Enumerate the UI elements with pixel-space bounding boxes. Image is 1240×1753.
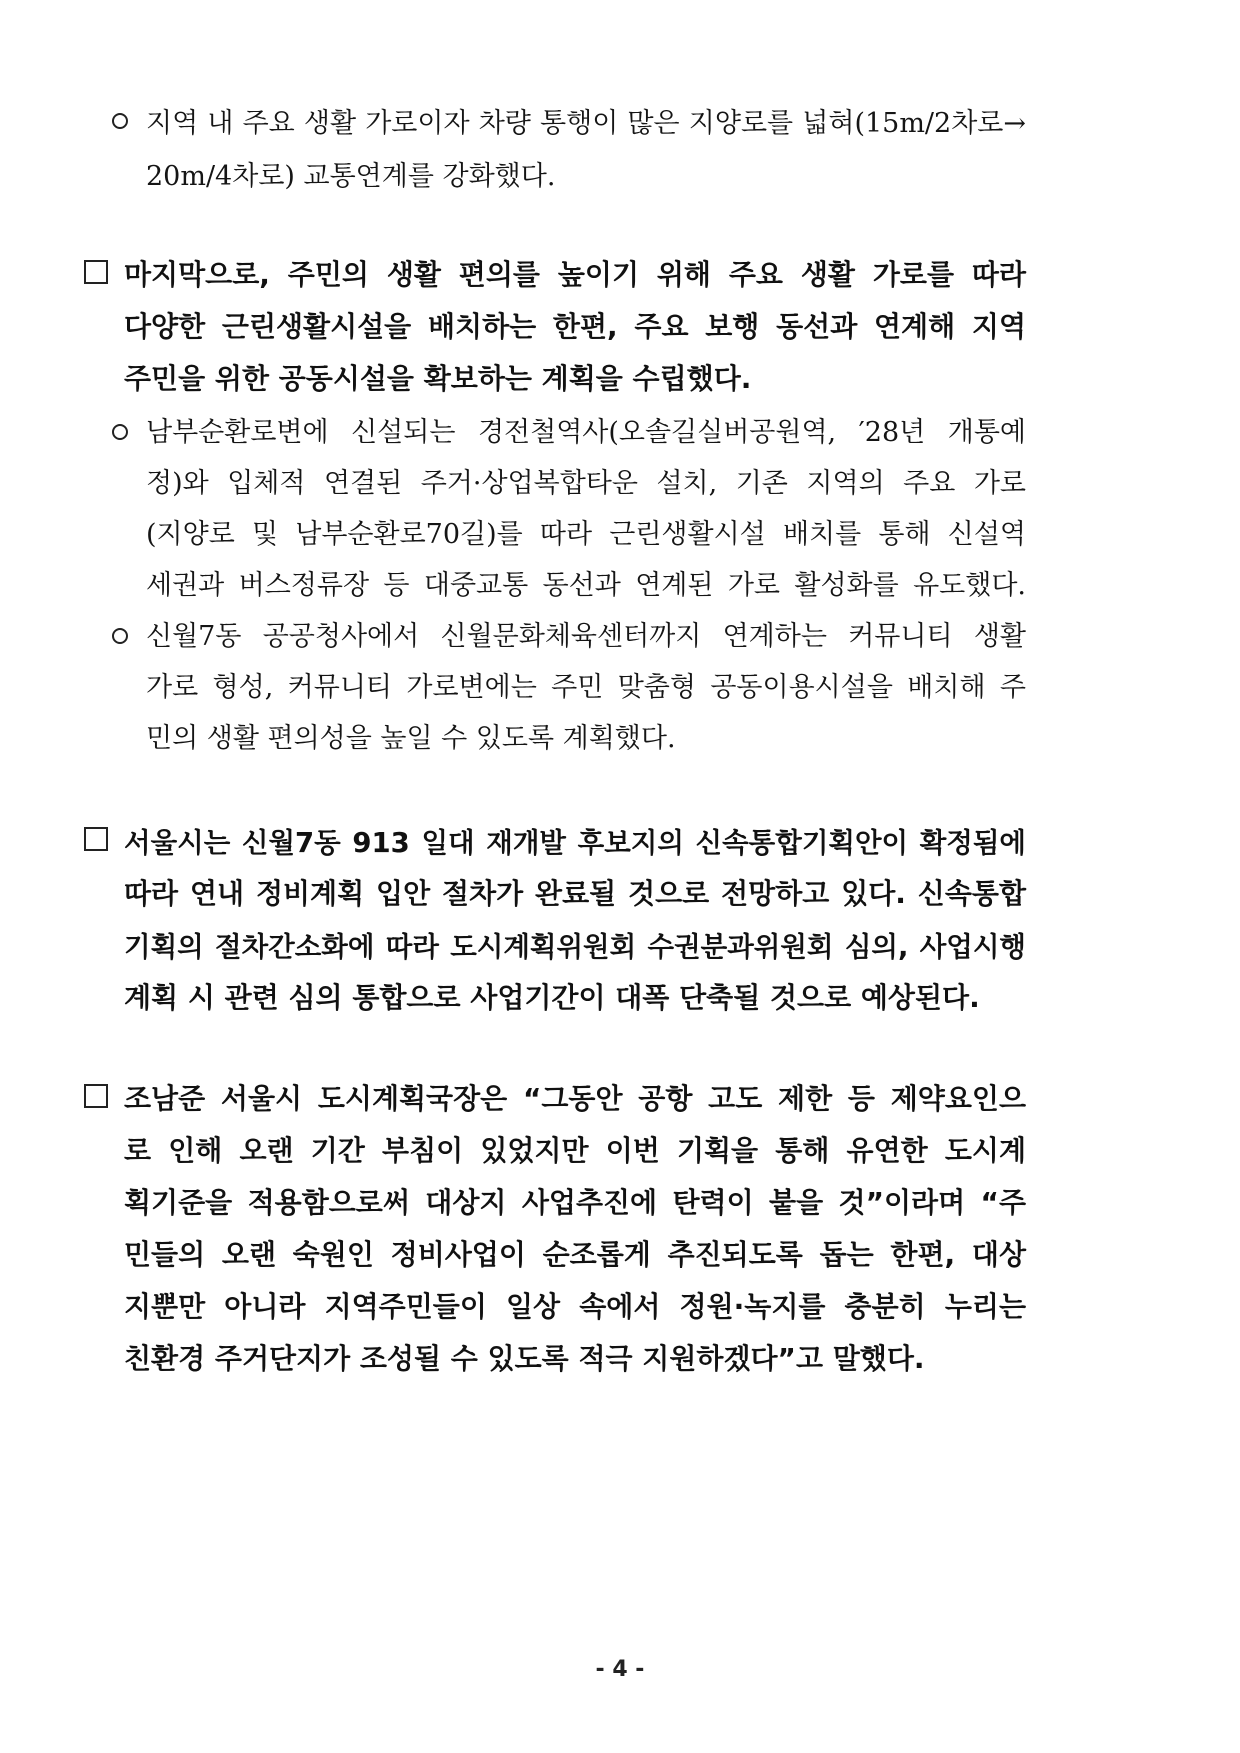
paragraph-line: 다양한 근린생활시설을 배치하는 한편, 주요 보행 동선과 연계해 지역	[124, 310, 1026, 343]
paragraph-line: 20m/4차로) 교통연계를 강화했다.	[146, 161, 556, 192]
paragraph-line: 마지막으로, 주민의 생활 편의를 높이기 위해 주요 생활 가로를 따라	[124, 258, 1026, 291]
paragraph-line: 로 인해 오랜 기간 부침이 있었지만 이번 기획을 통해 유연한 도시계	[124, 1134, 1026, 1167]
paragraph-line: 세권과 버스정류장 등 대중교통 동선과 연계된 가로 활성화를 유도했다.	[146, 570, 1026, 601]
paragraph-line: 신월7동 공공청사에서 신월문화체육센터까지 연계하는 커뮤니티 생활	[146, 621, 1026, 652]
paragraph-line: 지역 내 주요 생활 가로이자 차량 통행이 많은 지양로를 넓혀(15m/2차로→	[146, 108, 1026, 139]
paragraph-line: 서울시는 신월7동 913 일대 재개발 후보지의 신속통합기획안이 확정됨에	[124, 827, 1026, 859]
paragraph-line: 주민을 위한 공동시설을 확보하는 계획을 수립했다.	[124, 362, 752, 395]
square-bullet-icon	[84, 260, 108, 284]
paragraph-line: 남부순환로변에 신설되는 경전철역사(오솔길실버공원역, ′28년 개통예	[146, 417, 1026, 448]
paragraph-line: 친환경 주거단지가 조성될 수 있도록 적극 지원하겠다”고 말했다.	[124, 1342, 925, 1375]
paragraph-line: 가로 형성, 커뮤니티 가로변에는 주민 맞춤형 공동이용시설을 배치해 주	[146, 672, 1026, 703]
paragraph-line: 지뿐만 아니라 지역주민들이 일상 속에서 정원·녹지를 충분히 누리는	[124, 1290, 1026, 1323]
paragraph-line: 정)와 입체적 연결된 주거·상업복합타운 설치, 기존 지역의 주요 가로	[146, 468, 1026, 499]
circle-bullet-icon	[112, 424, 128, 440]
paragraph-line: (지양로 및 남부순환로70길)를 따라 근린생활시설 배치를 통해 신설역	[146, 519, 1026, 550]
circle-bullet-icon	[112, 628, 128, 644]
circle-bullet-icon	[112, 113, 128, 129]
paragraph-line: 조남준 서울시 도시계획국장은 “그동안 공항 고도 제한 등 제약요인으	[124, 1082, 1026, 1115]
paragraph-line: 기획의 절차간소화에 따라 도시계획위원회 수권분과위원회 심의, 사업시행	[124, 931, 1026, 963]
page-number: - 4 -	[595, 1657, 645, 1682]
square-bullet-icon	[84, 1084, 108, 1108]
paragraph-line: 민들의 오랜 숙원인 정비사업이 순조롭게 추진되도록 돕는 한편, 대상	[124, 1238, 1026, 1271]
paragraph-line: 획기준을 적용함으로써 대상지 사업추진에 탄력이 붙을 것”이라며 “주	[124, 1186, 1026, 1219]
paragraph-line: 따라 연내 정비계획 입안 절차가 완료될 것으로 전망하고 있다. 신속통합	[124, 877, 1026, 910]
paragraph-line: 민의 생활 편의성을 높일 수 있도록 계획했다.	[146, 723, 676, 754]
square-bullet-icon	[84, 827, 108, 851]
paragraph-line: 계획 시 관련 심의 통합으로 사업기간이 대폭 단축될 것으로 예상된다.	[124, 981, 980, 1014]
